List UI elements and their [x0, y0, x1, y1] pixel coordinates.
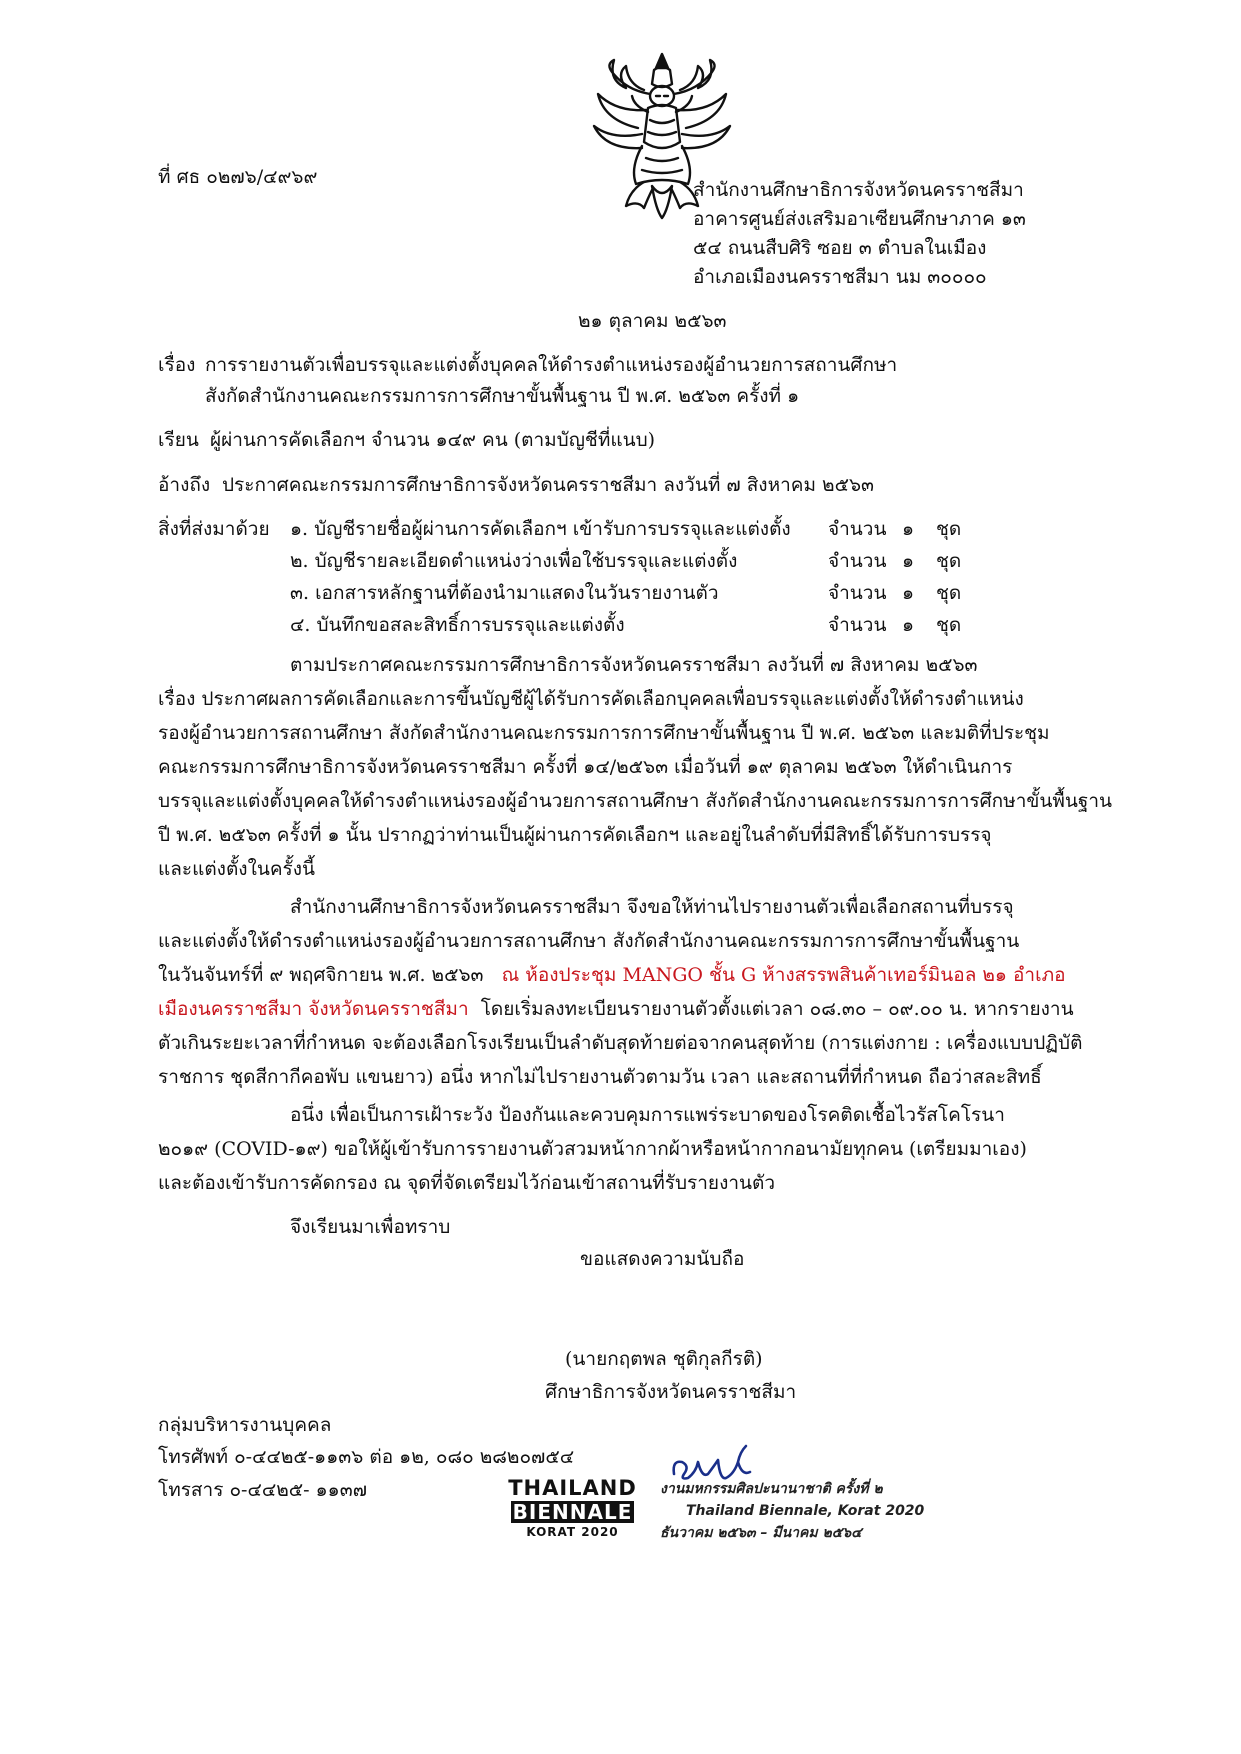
footer-department: กลุ่มบริหารงานบุคคล	[158, 1414, 332, 1436]
signatory-title: ศึกษาธิการจังหวัดนครราชสีมา	[545, 1381, 797, 1403]
body-para2-line	[158, 996, 1074, 1022]
body-para3-line: ๒๐๑๙ (COVID-๑๙) ขอให้ผู้เข้ารับการรายงานตัวสวมหน้ากากผ้าหรือหน้ากากอนามัยทุกคน (เตรียมมาเอง)	[158, 1138, 1027, 1160]
body-para2-line: ราชการ ชุดสีกากีคอพับ แขนยาว) อนึ่ง หากไม่ไปรายงานตัวตามวัน เวลา และสถานที่ที่กำหนด ถือว่าสละสิทธิ์	[158, 1066, 1042, 1088]
enclosure-item: ๑. บัญชีรายชื่อผู้ผ่านการคัดเลือกฯ เข้ารับการบรรจุและแต่งตั้ง	[290, 518, 791, 540]
body-para1-line: ตามประกาศคณะกรรมการศึกษาธิการจังหวัดนครราชสีมา ลงวันที่ ๗ สิงหาคม ๒๕๖๓	[290, 654, 978, 676]
enclosure-qty-label: จำนวน	[828, 518, 887, 540]
body-para1-line: คณะกรรมการศึกษาธิการจังหวัดนครราชสีมา ครั้งที่ ๑๔/๒๕๖๓ เมื่อวันที่ ๑๙ ตุลาคม ๒๕๖๓ ให้ดำเนินการ	[158, 756, 1013, 778]
reference-text: ประกาศคณะกรรมการศึกษาธิการจังหวัดนครราชสีมา ลงวันที่ ๗ สิงหาคม ๒๕๖๓	[222, 474, 875, 496]
enclosure-unit: ชุด	[936, 518, 962, 540]
biennale-caption	[660, 1478, 924, 1544]
body-para2-line: สำนักงานศึกษาธิการจังหวัดนครราชสีมา จึงขอให้ท่านไปรายงานตัวเพื่อเลือกสถานที่บรรจุ	[290, 896, 1014, 918]
regards: ขอแสดงความนับถือ	[580, 1248, 745, 1270]
subject-line-1: การรายงานตัวเพื่อบรรจุและแต่งตั้งบุคคลให้ดำรงตำแหน่งรองผู้อำนวยการสถานศึกษา	[205, 354, 898, 376]
letter-date: ๒๑ ตุลาคม ๒๕๖๓	[578, 310, 727, 332]
registration-time: โดยเริ่มลงทะเบียนรายงานตัวตั้งแต่เวลา ๐๘.๓๐ – ๐๙.๐๐ น. หากรายงาน	[480, 998, 1074, 1020]
body-para2-line: และแต่งตั้งให้ดำรงตำแหน่งรองผู้อำนวยการสถานศึกษา สังกัดสำนักงานคณะกรรมการการศึกษาขั้นพื้นฐาน	[158, 930, 1020, 952]
signatory-name: (นายกฤตพล ชุติกุลกีรติ)	[565, 1348, 763, 1370]
to-label: เรียน	[158, 429, 199, 451]
footer-fax: โทรสาร ๐-๔๔๒๕- ๑๑๓๗	[158, 1479, 367, 1501]
to-text: ผู้ผ่านการคัดเลือกฯ จำนวน ๑๔๙ คน (ตามบัญชีที่แนบ)	[210, 429, 656, 451]
enclosure-item: ๒. บัญชีรายละเอียดตำแหน่งว่างเพื่อใช้บรรจุและแต่งตั้ง	[290, 550, 738, 572]
office-district: อำเภอเมืองนครราชสีมา นม ๓๐๐๐๐	[693, 266, 987, 288]
body-para2-line	[158, 962, 1066, 988]
enclosure-item: ๓. เอกสารหลักฐานที่ต้องนำมาแสดงในวันรายงานตัว	[290, 582, 719, 604]
office-name: สำนักงานศึกษาธิการจังหวัดนครราชสีมา	[693, 179, 1024, 201]
office-street: ๕๔ ถนนสืบศิริ ซอย ๓ ตำบลในเมือง	[693, 237, 987, 259]
body-para1-line: ปี พ.ศ. ๒๕๖๓ ครั้งที่ ๑ นั้น ปรากฏว่าท่านเป็นผู้ผ่านการคัดเลือกฯ และอยู่ในลำดับที่มีสิทธิ์ได้รับการบรรจุ	[158, 824, 992, 846]
closing-line: จึงเรียนมาเพื่อทราบ	[290, 1216, 451, 1238]
biennale-caption-line-2: Thailand Biennale, Korat 2020	[686, 1503, 925, 1519]
biennale-caption-line-1: งานมหกรรมศิลปะนานาชาติ ครั้งที่ ๒	[660, 1481, 883, 1497]
meeting-venue-location: เมืองนครราชสีมา จังหวัดนครราชสีมา	[158, 998, 469, 1020]
office-building: อาคารศูนย์ส่งเสริมอาเซียนศึกษาภาค ๑๓	[693, 208, 1026, 230]
biennale-logo-line-3: KORAT 2020	[526, 1525, 619, 1539]
enclosure-unit: ชุด	[936, 550, 962, 572]
body-para1-line: บรรจุและแต่งตั้งบุคคลให้ดำรงตำแหน่งรองผู้อำนวยการสถานศึกษา สังกัดสำนักงานคณะกรรมการการศึกษาขั้นพื้นฐาน	[158, 790, 1112, 812]
enclosure-qty-label: จำนวน	[828, 614, 887, 636]
body-para3-line: อนึ่ง เพื่อเป็นการเฝ้าระวัง ป้องกันและควบคุมการแพร่ระบาดของโรคติดเชื้อไวรัสโคโรนา	[290, 1104, 1005, 1126]
body-para1-line: เรื่อง ประกาศผลการคัดเลือกและการขึ้นบัญชีผู้ได้รับการคัดเลือกบุคคลเพื่อบรรจุและแต่งตั้งให้ดำรงตำแหน่ง	[158, 688, 1024, 710]
enclosure-unit: ชุด	[936, 582, 962, 604]
subject-label: เรื่อง	[158, 354, 196, 376]
enclosure-item: ๔. บันทึกขอสละสิทธิ์การบรรจุและแต่งตั้ง	[290, 614, 625, 636]
biennale-logo-line-2: BIENNALE	[512, 1500, 633, 1524]
body-para1-line: รองผู้อำนวยการสถานศึกษา สังกัดสำนักงานคณะกรรมการการศึกษาขั้นพื้นฐาน ปี พ.ศ. ๒๕๖๓ และมติที่ประชุม	[158, 722, 1050, 744]
enclosure-qty-label: จำนวน	[828, 582, 887, 604]
biennale-caption-line-3: ธันวาคม ๒๕๖๓ – มีนาคม ๒๕๖๔	[660, 1525, 862, 1541]
enclosure-qty: ๑	[902, 582, 915, 604]
subject-line-2: สังกัดสำนักงานคณะกรรมการการศึกษาขั้นพื้นฐาน ปี พ.ศ. ๒๕๖๓ ครั้งที่ ๑	[205, 385, 800, 407]
body-para3-line: และต้องเข้ารับการคัดกรอง ณ จุดที่จัดเตรียมไว้ก่อนเข้าสถานที่รับรายงานตัว	[158, 1172, 776, 1194]
thailand-biennale-logo	[505, 1476, 640, 1550]
body-para2-line: ตัวเกินระยะเวลาที่กำหนด จะต้องเลือกโรงเรียนเป็นลำดับสุดท้ายต่อจากคนสุดท้าย (การแต่งกาย : เครื่องแบบปฏิบัติ	[158, 1032, 1083, 1054]
enclosure-qty-label: จำนวน	[828, 550, 887, 572]
footer-phone: โทรศัพท์ ๐-๔๔๒๕-๑๑๓๖ ต่อ ๑๒, ๐๘๐ ๒๘๒๐๗๕๔	[158, 1446, 575, 1468]
enclosures-label: สิ่งที่ส่งมาด้วย	[158, 518, 270, 540]
reference-label: อ้างถึง	[158, 474, 211, 496]
enclosure-qty: ๑	[902, 614, 915, 636]
body-para1-line: และแต่งตั้งในครั้งนี้	[158, 858, 316, 880]
enclosure-unit: ชุด	[936, 614, 962, 636]
meeting-date: ในวันจันทร์ที่ ๙ พฤศจิกายน พ.ศ. ๒๕๖๓	[158, 964, 484, 986]
reference-number: ที่ ศธ ๐๒๗๖/๔๙๖๙	[158, 166, 318, 188]
meeting-venue: ณ ห้องประชุม MANGO ชั้น G ห้างสรรพสินค้าเทอร์มินอล ๒๑ อำเภอ	[501, 964, 1066, 986]
enclosure-qty: ๑	[902, 550, 915, 572]
enclosure-qty: ๑	[902, 518, 915, 540]
biennale-logo-line-1: THAILAND	[508, 1476, 637, 1500]
